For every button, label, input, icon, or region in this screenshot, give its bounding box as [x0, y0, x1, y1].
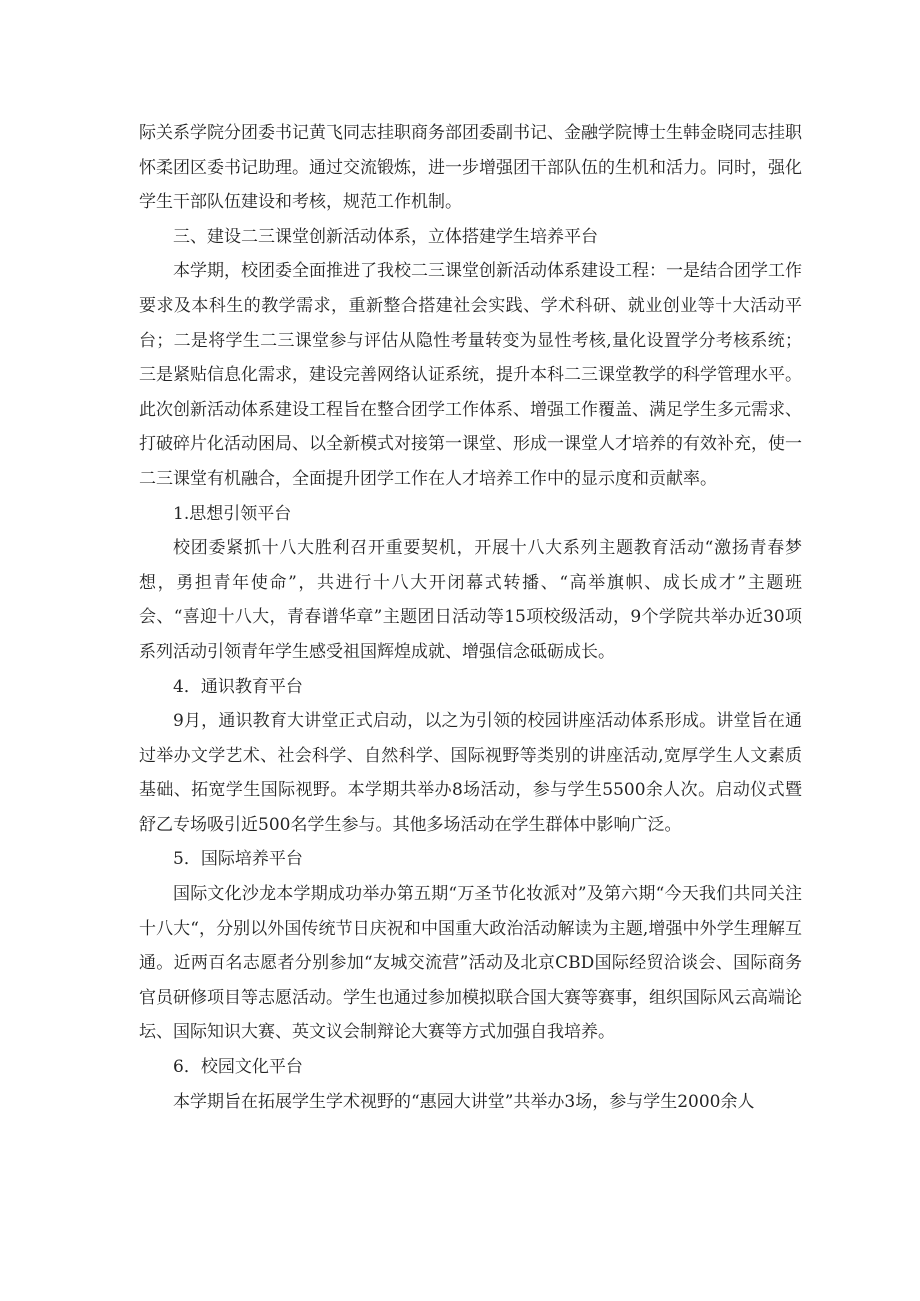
subsection-heading: 6．校园文化平台: [173, 1057, 303, 1078]
body-paragraph: 本学期旨在拓展学生学术视野的“惠园大讲堂”共举办3场，参与学生2000余人: [173, 1091, 755, 1112]
section-heading: 三、建设二三课堂创新活动体系，立体搭建学生培养平台: [173, 226, 598, 247]
body-paragraph: 际关系学院分团委书记黄飞同志挂职商务部团委副书记、金融学院博士生韩金晓同志挂职怀柔团区委书记助理。通过交流锻炼，进一步增强团干部队伍的生机和活力。同时，强化学生干部队伍建设和考核，规范工作机制。: [139, 123, 802, 213]
body-paragraph: 本学期，校团委全面推进了我校二三课堂创新活动体系建设工程：一是结合团学工作要求及本科生的教学需求，重新整合搭建社会实践、学术科研、就业创业等十大活动平台；二是将学生二三课堂参与评估从隐性考量转变为显性考核,量化设置学分考核系统；三是紧贴信息化需求，建设完善网络认证系统，提升本科二三课堂教学的科学管理水平。此次创新活动体系建设工程旨在整合团学工作体系、增强工作覆盖、满足学生多元需求、打破碎片化活动困局、以全新模式对接第一课堂、形成一课堂人才培养的有效补充，使一二三课堂有机融合，全面提升团学工作在人才培养工作中的显示度和贡献率。: [139, 261, 802, 489]
subsection-heading: 5．国际培养平台: [173, 849, 303, 870]
subsection-heading: 4．通识教育平台: [173, 676, 303, 697]
body-paragraph: 国际文化沙龙本学期成功举办第五期“万圣节化妆派对”及第六期“今天我们共同关注十八大“，分别以外国传统节日庆祝和中国重大政治活动解读为主题,增强中外学生理解互通。近两百名志愿者分别参加“友城交流营”活动及北京CBD国际经贸洽谈会、国际商务官员研修项目等志愿活动。学生也通过参加模拟联合国大赛等赛事，组织国际风云高端论坛、国际知识大赛、英文议会制辩论大赛等方式加强自我培养。: [139, 884, 802, 1043]
body-paragraph: 校团委紧抓十八大胜利召开重要契机，开展十八大系列主题教育活动“激扬青春梦想，勇担青年使命”，共进行十八大开闭幕式转播、“高举旗帜、成长成才”主题班会、“喜迎十八大，青春谱华章”主题团日活动等15项校级活动，9个学院共举办近30项系列活动引领青年学生感受祖国辉煌成就、增强信念砥砺成长。: [139, 538, 802, 662]
subsection-heading: 1.思想引领平台: [173, 503, 292, 524]
body-paragraph: 9月，通识教育大讲堂正式启动，以之为引领的校园讲座活动体系形成。讲堂旨在通过举办文学艺术、社会科学、自然科学、国际视野等类别的讲座活动,宽厚学生人文素质基础、拓宽学生国际视野。本学期共举办8场活动，参与学生5500余人次。启动仪式暨舒乙专场吸引近500名学生参与。其他多场活动在学生群体中影响广泛。: [139, 711, 802, 835]
